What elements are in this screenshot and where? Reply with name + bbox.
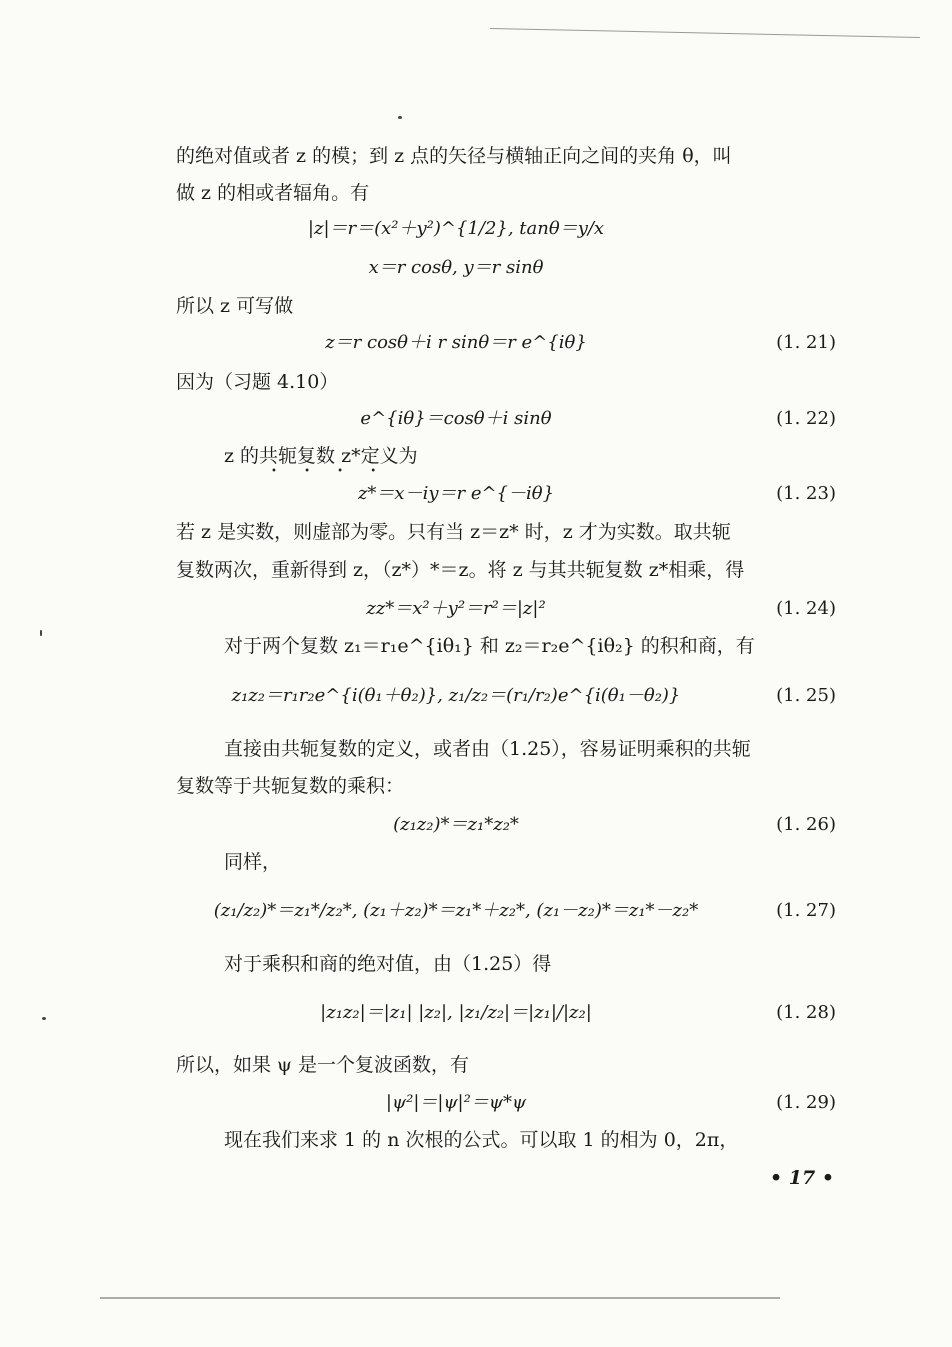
- equation-1-29: [176, 1088, 836, 1118]
- text-line: 复数等于共轭复数的乘积：: [176, 775, 405, 797]
- equation-1-22: [176, 404, 836, 434]
- text-line: 直接由共轭复数的定义，或者由（1.25），容易证明乘积的共轭: [224, 738, 751, 760]
- text-line: 的绝对值或者 z 的模；到 z 点的矢径与横轴正向之间的夹角 θ，叫: [176, 145, 732, 167]
- text-line: 对于两个复数 z₁＝r₁e^{iθ₁} 和 z₂＝r₂e^{iθ₂} 的积和商，有: [224, 635, 755, 657]
- top-edge-line: [490, 28, 920, 38]
- equation-body: x＝r cosθ, y＝r sinθ: [368, 257, 544, 278]
- equation-body: z＝r cosθ＋i r sinθ＝r e^{iθ}: [325, 332, 587, 353]
- scan-speck: [40, 630, 42, 636]
- text-line: z 的共轭复数 z*定义为: [224, 445, 418, 467]
- equation-1-21: [176, 328, 836, 358]
- scan-speck: [398, 116, 402, 119]
- equation-1-24: [176, 594, 836, 624]
- equation-1-27: [176, 896, 836, 926]
- equation-1-26: [176, 810, 836, 840]
- equation-body: zz*＝x²＋y²＝r²＝|z|²: [366, 598, 546, 619]
- equation-body: e^{iθ}＝cosθ＋i sinθ: [360, 408, 552, 429]
- equation-xy: [176, 253, 836, 283]
- equation-number: (1. 23): [776, 483, 836, 504]
- equation-number: (1. 28): [776, 1002, 836, 1023]
- equation-1-25: [176, 681, 836, 711]
- equation-1-28: [176, 998, 836, 1028]
- equation-number: (1. 27): [776, 900, 836, 921]
- text-line: 做 z 的相或者辐角。有: [176, 182, 370, 204]
- equation-number: (1. 26): [776, 814, 836, 835]
- equation-body: z₁z₂＝r₁r₂e^{i(θ₁＋θ₂)}, z₁/z₂＝(r₁/r₂)e^{i(θ₁－θ₂)}: [231, 685, 681, 706]
- text-line: 所以 z 可写做: [176, 295, 294, 317]
- bottom-edge-line: [100, 1297, 780, 1299]
- page-number: • 17 •: [770, 1167, 834, 1189]
- equation-number: (1. 24): [776, 598, 836, 619]
- text-line: 若 z 是实数，则虚部为零。只有当 z＝z* 时，z 才为实数。取共轭: [176, 521, 731, 543]
- equation-number: (1. 25): [776, 685, 836, 706]
- equation-number: (1. 29): [776, 1092, 836, 1113]
- text-line: 同样，: [224, 851, 282, 873]
- equation-abs: [176, 214, 836, 244]
- text-line: 复数两次，重新得到 z，（z*）*＝z。将 z 与其共轭复数 z*相乘，得: [176, 559, 745, 581]
- equation-body: (z₁z₂)*＝z₁*z₂*: [393, 814, 519, 835]
- equation-body: |z|＝r＝(x²＋y²)^{1/2}, tanθ＝y/x: [307, 218, 605, 239]
- text-line: 对于乘积和商的绝对值，由（1.25）得: [224, 953, 552, 975]
- equation-body: |z₁z₂|＝|z₁| |z₂|, |z₁/z₂|＝|z₁|/|z₂|: [320, 1002, 592, 1023]
- equation-body: |ψ²|＝|ψ|²＝ψ*ψ: [385, 1092, 527, 1113]
- text-line: 因为（习题 4.10）: [176, 371, 339, 393]
- emphasis-dots: • • • •: [271, 466, 389, 477]
- text-line: 现在我们来求 1 的 n 次根的公式。可以取 1 的相为 0，2π，: [224, 1129, 739, 1151]
- equation-body: (z₁/z₂)*＝z₁*/z₂*, (z₁＋z₂)*＝z₁*＋z₂*, (z₁－z₂)*＝z₁*－z₂*: [213, 900, 699, 921]
- scan-speck: [42, 1017, 46, 1020]
- equation-1-23: [176, 479, 836, 509]
- equation-number: (1. 21): [776, 332, 836, 353]
- equation-body: z*＝x－iy＝r e^{－iθ}: [357, 483, 555, 504]
- text-line: 所以，如果 ψ 是一个复波函数，有: [176, 1054, 469, 1076]
- equation-number: (1. 22): [776, 408, 836, 429]
